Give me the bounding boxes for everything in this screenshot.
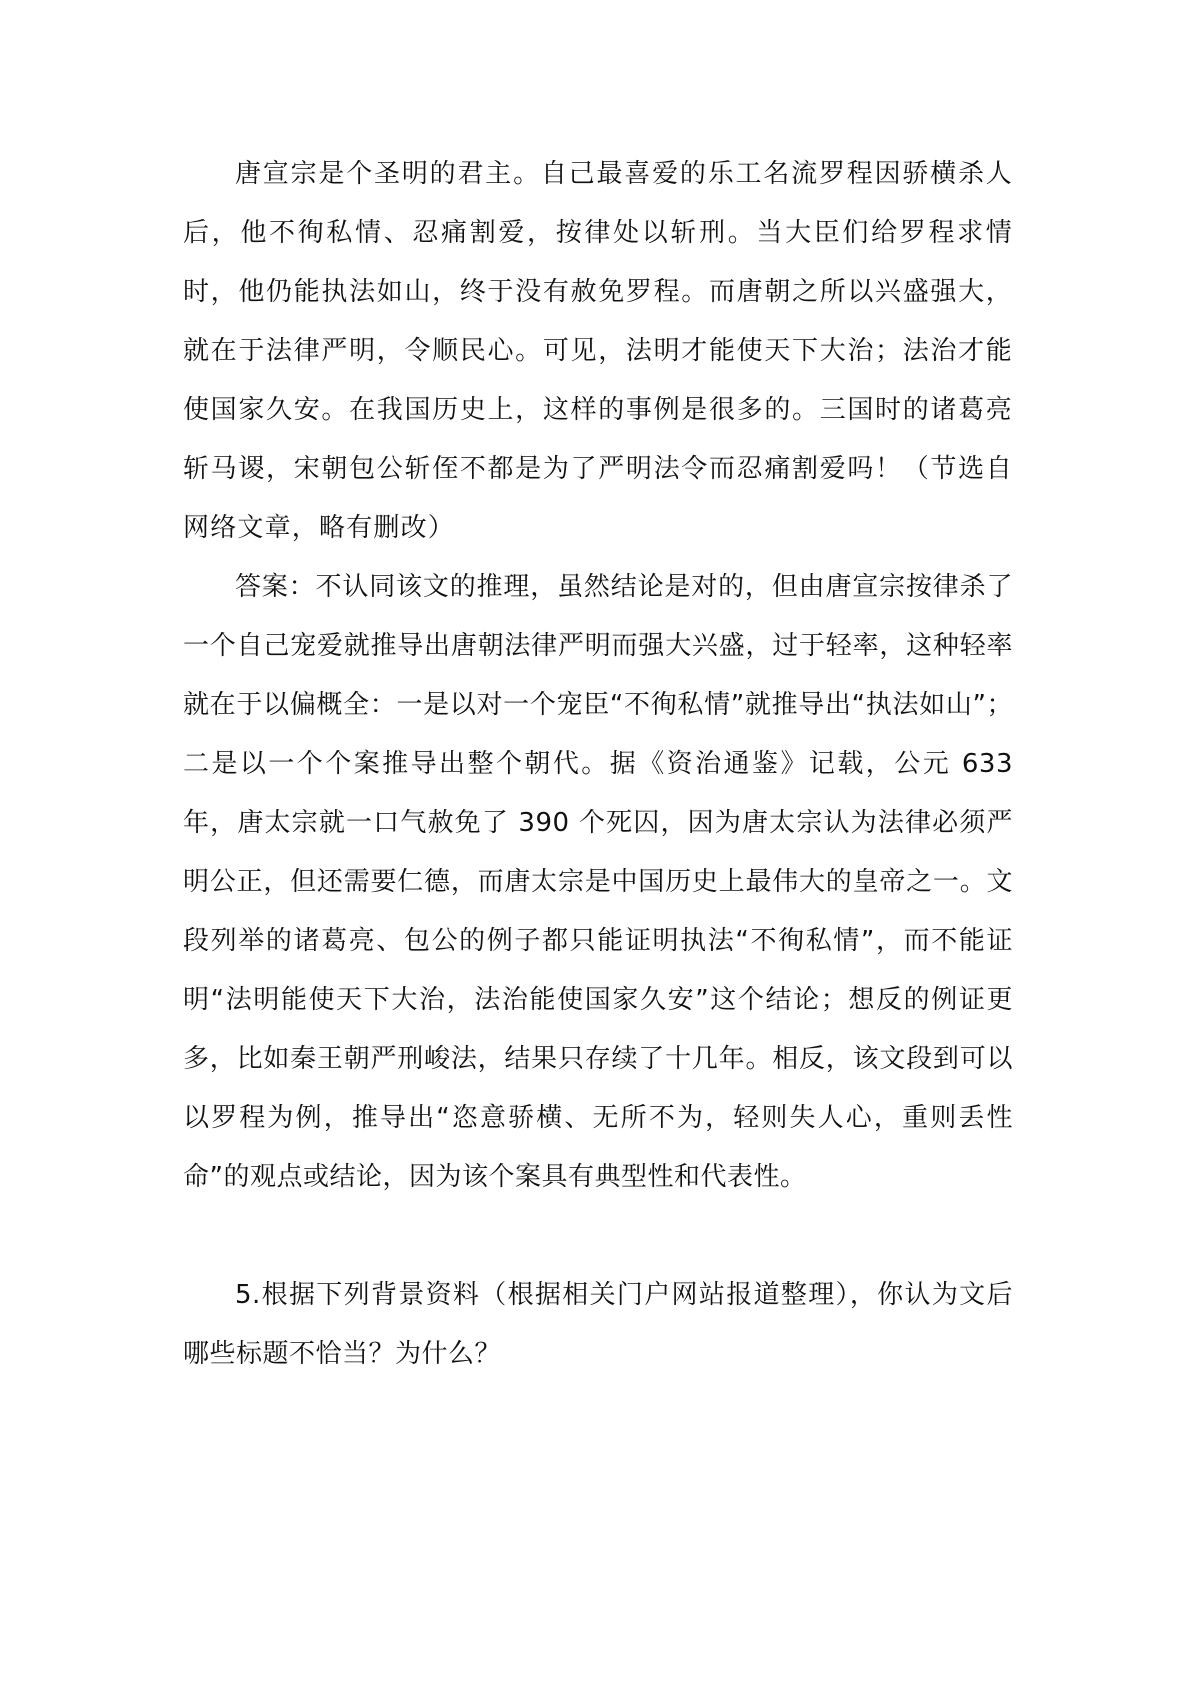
question-paragraph: 5.根据下列背景资料（根据相关门户网站报道整理），你认为文后哪些标题不恰当？为什么？ [183,1280,1013,1369]
document-body [183,145,1013,1384]
passage-paragraph: 唐宣宗是个圣明的君主。自己最喜爱的乐工名流罗程因骄横杀人后，他不徇私情、忍痛割爱，按律处以斩刑。当大臣们给罗程求情时，他仍能执法如山，终于没有赦免罗程。而唐朝之所以兴盛强大，就在于法律严明，令顺民心。可见，法明才能使天下大治；法治才能使国家久安。在我国历史上，这样的事例是很多的。三国时的诸葛亮斩马谡，宋朝包公斩侄不都是为了严明法令而忍痛割爱吗！（节选自网络文章，略有删改） [183,159,1013,543]
answer-paragraph: 答案：不认同该文的推理，虽然结论是对的，但由唐宣宗按律杀了一个自己宠爱就推导出唐朝法律严明而强大兴盛，过于轻率，这种轻率就在于以偏概全：一是以对一个宠臣“不徇私情”就推导出“执法如山”；二是以一个个案推导出整个朝代。据《资治通鉴》记载，公元 633 年，唐太宗就一口气赦免了 390 个死囚，因为唐太宗认为法律必须严明公正，但还需要仁德，而唐太宗是中国历史上最伟大的皇帝之一。文段列举的诸葛亮、包公的例子都只能证明执法“不徇私情”，而不能证明“法明能使天下大治，法治能使国家久安”这个结论；想反的例证更多，比如秦王朝严刑峻法，结果只存续了十几年。相反，该文段到可以以罗程为例，推导出“恣意骄横、无所不为，轻则失人心，重则丢性命”的观点或结论，因为该个案具有典型性和代表性。 [183,572,1013,1192]
